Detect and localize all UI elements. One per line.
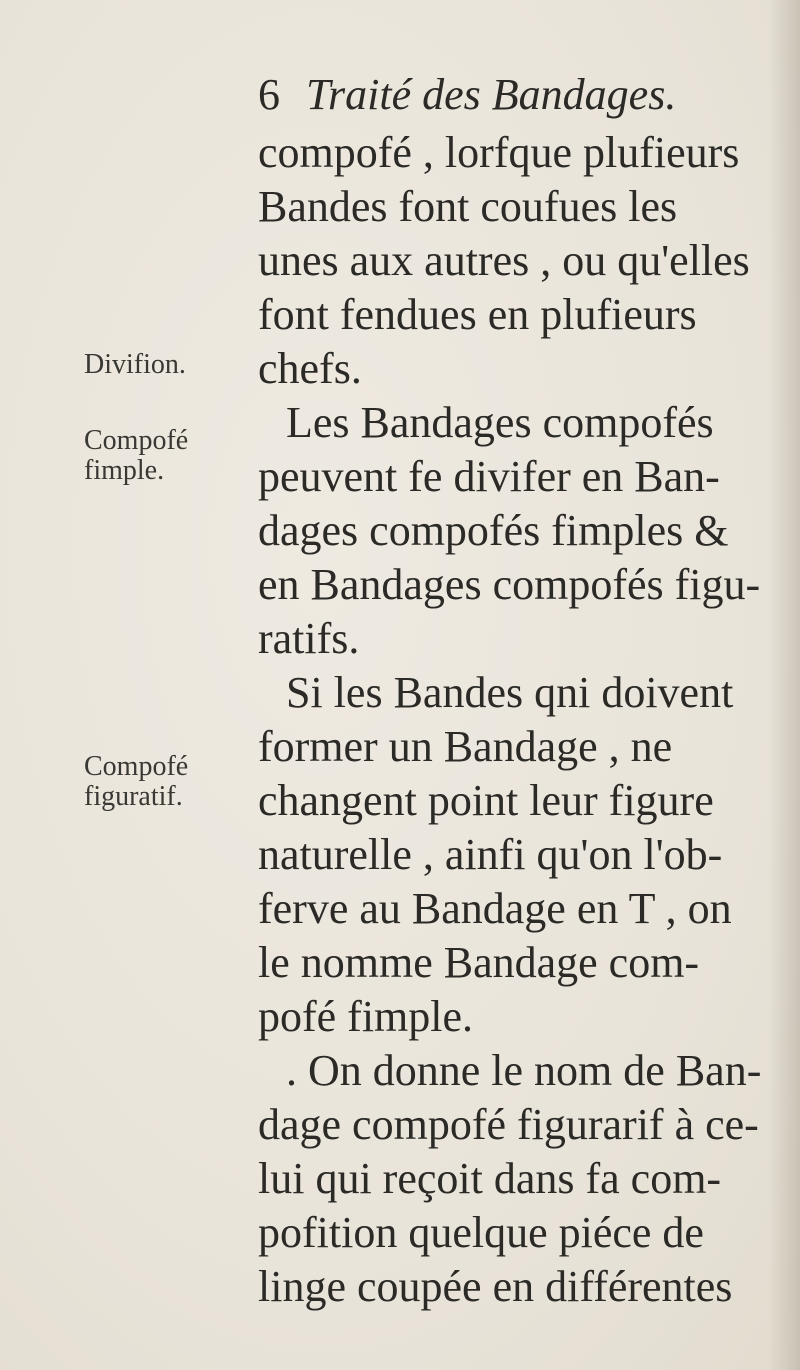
text-line: lui qui reçoit dans fa com-: [258, 1154, 722, 1203]
text-line: Bandes font coufues les: [258, 182, 678, 231]
text-line: pofé fimple.: [258, 992, 474, 1041]
text-line: chefs.: [258, 344, 362, 393]
text-line: dage compofé figurarif à ce-: [258, 1100, 759, 1149]
text-line: naturelle , ainfi qu'on l'ob-: [258, 830, 723, 879]
text-line: linge coupée en différentes: [258, 1262, 733, 1311]
text-line: ratifs.: [258, 614, 360, 663]
margin-note-compose-figuratif: [84, 752, 188, 812]
text-line: changent point leur figure: [258, 776, 714, 825]
text-line: unes aux autres , ou qu'elles: [258, 236, 750, 285]
margin-note-text: fimple.: [84, 455, 165, 486]
text-line: le nomme Bandage com-: [258, 938, 700, 987]
text-line: dages compofés fimples &: [258, 506, 729, 555]
text-line: former un Bandage , ne: [258, 722, 673, 771]
page-number: 6: [258, 70, 280, 119]
margin-note-text: figuratif.: [84, 781, 183, 812]
text-line: . On donne le nom de Ban-: [286, 1046, 762, 1095]
text-line: font fendues en plufieurs: [258, 290, 697, 339]
body-text: [258, 126, 788, 1314]
text-line: peuvent fe divifer en Ban-: [258, 452, 720, 501]
text-line: en Bandages compofés figu-: [258, 560, 761, 609]
margin-note-text: Divifion.: [84, 349, 186, 380]
text-line: ferve au Bandage en T , on: [258, 884, 732, 933]
page-header: [258, 70, 778, 120]
running-title: Traité des Bandages.: [306, 70, 677, 119]
text-line: Les Bandages compofés: [286, 398, 714, 447]
margin-note-compose-simple: [84, 426, 188, 486]
margin-note-division: [84, 350, 186, 380]
margin-note-text: Compofé: [84, 751, 189, 782]
text-line: compofé , lorfque plufieurs: [258, 128, 740, 177]
margin-note-text: Compofé: [84, 425, 189, 456]
text-line: Si les Bandes qni doivent: [286, 668, 734, 717]
text-line: pofition quelque piéce de: [258, 1208, 704, 1257]
